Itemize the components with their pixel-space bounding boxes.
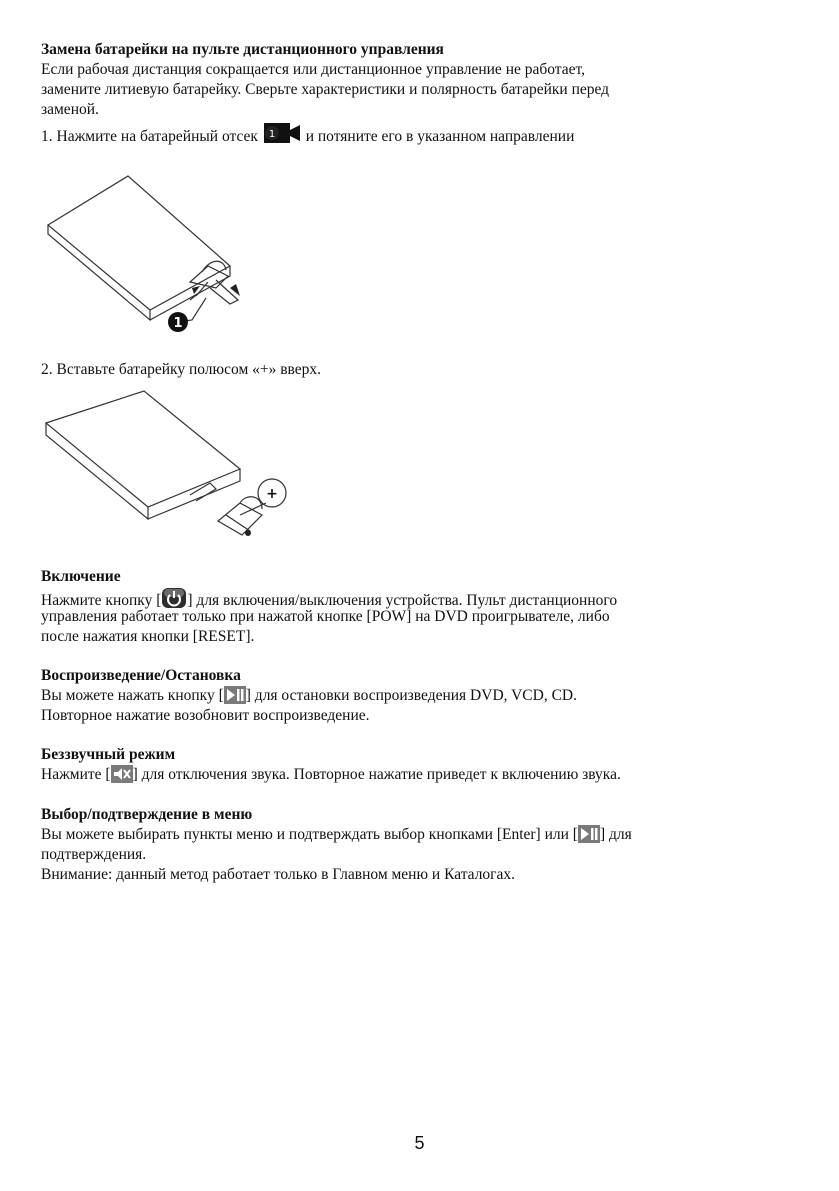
menu-section-title: Выбор/подтверждение в меню (41, 806, 253, 823)
power-text-b: ] для включения/выключения устройства. Пульт дистанционного (187, 592, 618, 609)
menu-text-b: ] для (599, 826, 632, 843)
battery-text-line-2: замените литиевую батарейку. Сверьте характеристики и полярность батарейки перед (41, 81, 610, 98)
mute-text-b: ] для отключения звука. Повторное нажатие приведет к включению звука. (132, 766, 621, 783)
play-section-title: Воспроизведение/Остановка (41, 667, 241, 684)
play-pause-icon (578, 825, 600, 848)
power-text-a: Нажмите кнопку [ (41, 592, 162, 609)
battery-step-1-text-a: 1. Нажмите на батарейный отсек (41, 128, 258, 145)
mute-text-a: Нажмите [ (41, 766, 111, 783)
svg-text:1: 1 (268, 129, 276, 140)
remote-eject-illustration (40, 170, 250, 340)
battery-text-line-3: заменой. (41, 101, 99, 118)
menu-text-a: Вы можете выбирать пункты меню и подтверждать выбор кнопками [Enter] или [ (41, 826, 578, 843)
play-text-b: ] для остановки воспроизведения DVD, VCD, CD. (245, 687, 577, 704)
battery-insert-illustration (40, 385, 300, 550)
battery-step-1-text-b: и потяните его в указанном направлении (305, 128, 575, 145)
power-text-line-2: управления работает только при нажатой кнопке [POW] на DVD проигрывателе, либо (41, 608, 610, 625)
plus-marker: + (266, 486, 278, 502)
callout-number: 1 (173, 316, 183, 331)
compartment-callout-icon (262, 121, 302, 150)
power-section-title: Включение (41, 568, 121, 585)
play-text-line-2: Повторное нажатие возобновит воспроизведение. (41, 707, 370, 724)
battery-step-1 (41, 121, 574, 150)
mute-icon (111, 765, 133, 788)
mute-text-line-1 (41, 765, 621, 788)
menu-text-line-3: Внимание: данный метод работает только в Главном меню и Каталогах. (41, 866, 516, 883)
battery-section-title: Замена батарейки на пульте дистанционного управления (41, 41, 444, 58)
page-number: 5 (414, 1133, 425, 1153)
mute-section-title: Беззвучный режим (41, 746, 176, 763)
play-text-a: Вы можете нажать кнопку [ (41, 687, 224, 704)
menu-text-line-2: подтверждения. (41, 846, 147, 863)
power-text-line-3: после нажатия кнопки [RESET]. (41, 628, 255, 645)
battery-step-2: 2. Вставьте батарейку полюсом «+» вверх. (41, 361, 322, 378)
battery-text-line-1: Если рабочая дистанция сокращается или дистанционное управление не работает, (41, 61, 586, 78)
